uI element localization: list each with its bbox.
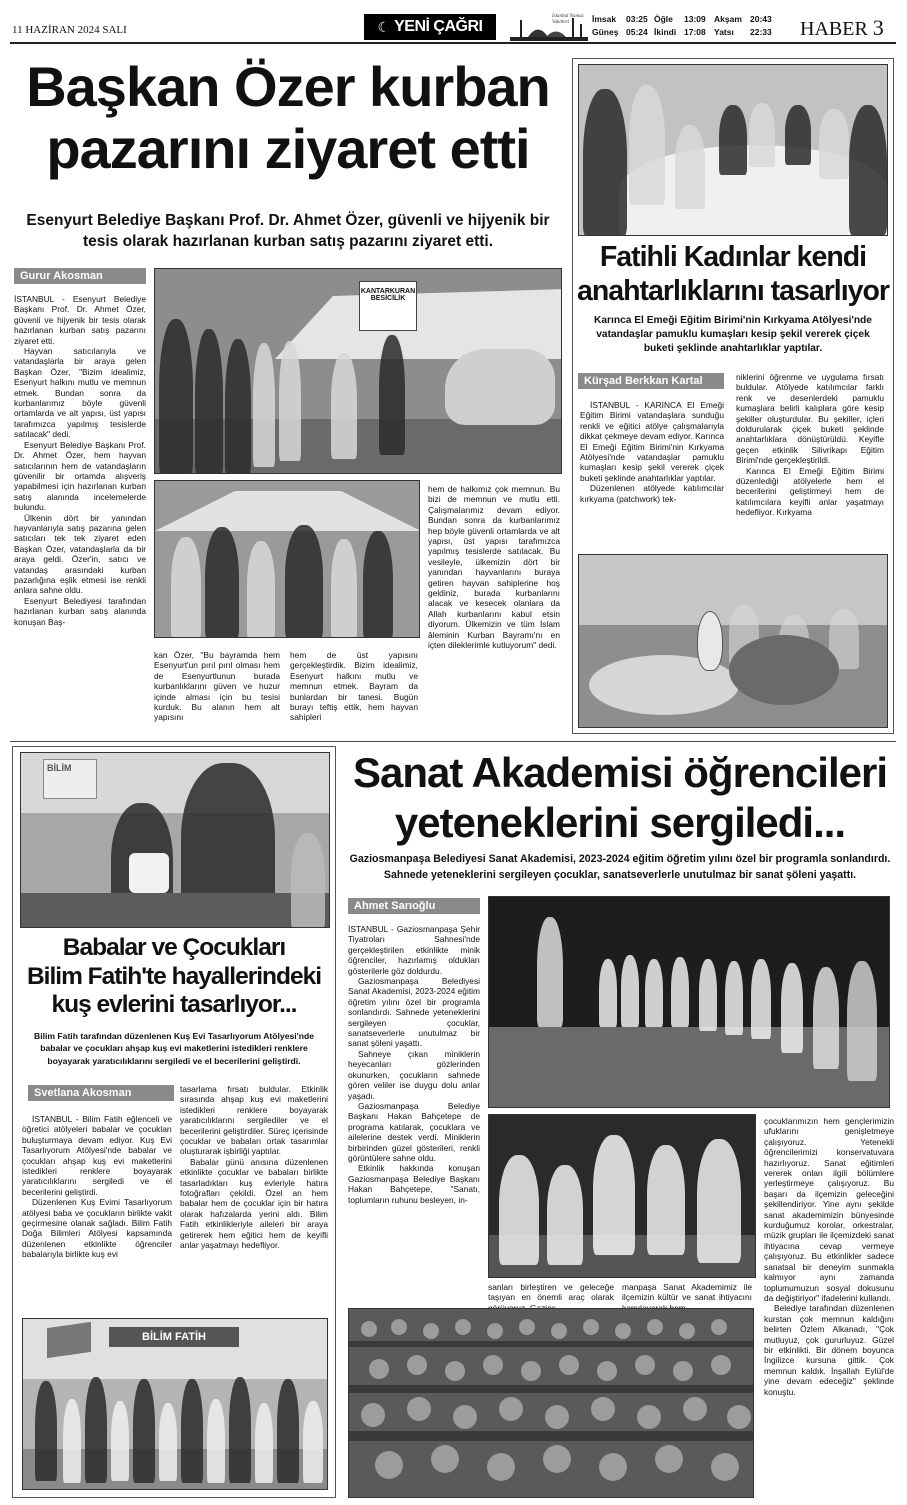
article4-photo-stage bbox=[488, 896, 890, 1108]
article3-dek: Bilim Fatih tarafından düzenlenen Kuş Evi Tasarlıyorum Atölyesi'nde babalar ve çocukları ahşap kuş evi maketlerini istedikleri renklere boyayarak yaratıcılıklarını sergiledi ve el becerilerini geliştirdi. bbox=[34, 1031, 314, 1066]
article4-col1: İSTANBUL - Gaziosmanpaşa Şehir Tiyatroları Sahnesi'nde gerçekleştirilen etkinlikte minik öğrenciler, hazırlamış oldukları gösterilerle göz doldurdu. Gaziosmanpaşa Belediyesi Sanat Akademisi, 2023-2024 eğitim öğretim yılını özel bir programla sonlandırdı. Sahnede yeteneklerini sergileyen çocuklar, sanatseverlerle unutulmaz bir sanat şöleni yaşattı. Sahneye çıkan miniklerin heyecanları gözlerinden okunurken, çocukların sahnede gören veliler ise duygu dolu anlar yaşadı. Gaziosmanpaşa Belediye Başkanı Hakan Bahçetepe de programa katılarak, çocuklara ve ailelerine destek verdi. Miniklerin birbirinden güzel gösterileri, renkli görüntülere sahne oldu. Etkinlik hakkında konuşan Gaziosmanpaşa Belediye Başkanı Hakan Bahçetepe, "Sanatı, toplumların ruhunu besleyen, in- bbox=[348, 924, 480, 1205]
article1-col4: hem de halkımız çok memnun. Bu bizi de memnun ve mutlu etti. Çalışmalarımız devam ediyor. Bundan sonra da kurbanlarımız hep böyle güvenli ortamlarda ve alt yapısı, üst yapısı tarafımızca yapılmış tesislerde satılacak. Bu vesileyle, ülkemizin dört bir yanından hayvanlarını buraya getiren hayvan sahiplerine hoş geldiniz, burada kurbanlarını alacak ve kesecek olanlara da Allah kurbanlarını kabul etsin diyorum. Ülkemizin ve tüm İslam âleminin Kurban Bayramı'nı en içten dileklerimle kutluyorum" dedi. bbox=[428, 484, 560, 651]
audience-crowd bbox=[349, 1309, 754, 1498]
article4-col4: çocuklarımızın hem gençlerimizin ufuklarını genişletmeye çalışıyoruz. Yetenekli öğrencilerimizi konservatuvara hazırlıyoruz. Sanat eğitimleri vererek onları ilgili bölümlere yerleştirmeye çalışıyoruz. Bu başarı da ilçemizin geleceğini şekillendiriyor. Yine aynı şekilde sanat akademimizin bünyesinde kurduğumuz korolar, orkestralar, müzik grupları ile ilçemizdeki sanat ihtiyacına cevap vermeye çalışıyoruz. Bu etkinlikler sadece sanatsal bir deneyim sunmakla kalmıyor aynı zamanda toplumumuzun sosyal dokusunu da değiştiriyor" ifadelerini kullandı. Belediye tarafından düzenlenen kurstan çok memnun kaldığını belirten Özlem Alkanadı, "Çok mutluyuz, çok gururluyuz. Güzel bir etkinlikti. Bir dönem boyunca İngilizce kursuna gittik. Çok memnun kaldık. İnşallah Eylül'de yine devam edeceğiz" şeklinde konuştu. bbox=[764, 1116, 894, 1397]
section-label: HABER 3 bbox=[800, 15, 884, 40]
article2-col2: niklerini öğrenme ve uygulama fırsatı buldular. Atölyede katılımcılar farklı renk ve desenlerdeki pamuklu kumaşlara belirli kalıplara göre kesip şekiller oluşturdular. Bu şekiller, içleri doldurularak çiçek buketi şeklinde anahtarlıklara dönüştürüldü. Keyifle geçen etkinlik Silivrikapı Eğitim Birimi'nde gerçekleştirildi. Karınca El Emeği Eğitim Birimi düzenlediği atölyelerle hem el becerilerini geliştirmeyi hem de katılımcılara keyifli anlar yaşatmayı hedefliyor. Kırkyama bbox=[736, 372, 884, 518]
article2-dek: Karınca El Emeği Eğitim Birimi'nin Kırkyama Atölyesi'nde vatandaşlar pamuklu kumaşları kesip şekil vererek çiçek buketi şeklinde anahtarlıklar yaptılar. bbox=[594, 315, 872, 354]
article1-col2: kan Özer, "Bu bayramda hem Esenyurt'un pırıl pırıl olması hem de Esenyurtlunun burada kurbanlıklarını güven ve huzur içinde alması için bu tesisi kurduk. Bu alanın hem alt yapısını bbox=[154, 650, 280, 723]
masthead-date: 11 HAZİRAN 2024 SALI bbox=[12, 24, 127, 36]
article4-headline: Sanat Akademisi öğrencileri yeteneklerini sergiledi... bbox=[353, 749, 887, 846]
masthead-logo: ☾ YENİ ÇAĞRI bbox=[364, 14, 496, 40]
article2-col1: İSTANBUL - KARINCA El Emeği Eğitim Birimi vatandaşlara sunduğu renkli ve eğitici atölye çalışmalarıyla dikkat çekmeye devam ediyor. Karınca El Emeği Eğitim Birimi'nin Kırkyama Atölyesi'nde vatandaşlar pamuklu kumaşları kesip şekil vererek çiçek buketi şeklinde anahtarlıklar yaptılar. Düzenlenen atölyede katılımcılar kırkyama (patchwork) tek- bbox=[580, 400, 724, 504]
mosque-icon bbox=[508, 14, 590, 42]
article1-byline: Gurur Akosman bbox=[14, 268, 146, 284]
bilim-fatih-banner: BİLİM FATİH bbox=[109, 1327, 239, 1347]
article4-photo-audience bbox=[348, 1308, 754, 1498]
masthead-rule bbox=[10, 42, 896, 44]
article4-byline: Ahmet Sarıoğlu bbox=[348, 898, 480, 914]
article4-col2: sanları birleştiren ve geleceğe taşıyan en önemli araç olarak bbox=[488, 1282, 614, 1303]
article1-col3: hem de üst yapısını gerçekleştirdik. Bizim idealimiz, Esenyurt halkını mutlu ve memnun etmek. Bayram da bunlardan bir tanesi. Bugün burayı teftiş ettik, hem hayvan sahipleri bbox=[290, 650, 418, 723]
article2-byline: Kürşad Berkkan Kartal bbox=[578, 373, 724, 389]
article4-col3: manpaşa Sanat Akademimiz ile ilçemizin kültür ve sanat ihtiyacını bbox=[622, 1282, 752, 1303]
prayer-caption: İstanbul Namaz Vakitleri bbox=[552, 14, 584, 25]
article3-photo-group bbox=[22, 1318, 328, 1490]
article4-photo-children bbox=[488, 1114, 756, 1278]
market-sign: KANTARKURAN BESİCİLİK bbox=[359, 281, 417, 331]
article3-byline: Svetlana Akosman bbox=[28, 1085, 174, 1101]
prayer-times: İmsak 03:25 Öğle 13:09 Akşam 20:43 Güneş 05:24 İkindi 17:08 Yatsı 22:33 bbox=[592, 14, 772, 37]
page-number: 3 bbox=[872, 15, 884, 40]
article3-col1: İSTANBUL - Bilim Fatih eğlenceli ve öğretici atölyeleri babalar ve çocukları buluşturmaya devam ediyor. Kuş Evi Tasarlıyorum Atölyesi'nde babalar ve çocukları ahşap kuş evi maketlerini istedikleri renklere boyayarak yaratıcılıklarını sergiledi ve el becerilerini geliştirdi. Düzenlenen Kuş Evimi Tasarlıyorum atölyesi baba ve çocukların birlikte vakit geçirmesine olanak sağladı. Bilim Fatih Doğa Bilimleri Atölyesi kapsamında düzenlenen etkinlikte öğrenciler babalarıyla birlikte kuş evi bbox=[22, 1114, 172, 1260]
article2-photo-keychain bbox=[578, 554, 888, 728]
article2-photo-workshop bbox=[578, 64, 888, 236]
article1-photo-market bbox=[154, 268, 562, 474]
crescent-icon: ☾ bbox=[377, 18, 391, 35]
article3-headline: Babalar ve Çocukları Bilim Fatih'te hayallerindeki kuş evlerini tasarlıyor... bbox=[26, 934, 322, 1018]
article1-headline: Başkan Özer kurban pazarını ziyaret etti bbox=[26, 55, 550, 180]
article4-dek: Gaziosmanpaşa Belediyesi Sanat Akademisi, 2023-2024 eğitim öğretim yılını özel bir programla sonlandırdı. Sahnede yeteneklerini sergileyen çocuklar, sanatseverlerle unutulmaz bir sanat şöleni yaşattı. bbox=[349, 853, 891, 881]
article2-headline: Fatihli Kadınlar kendi anahtarlıklarını tasarlıyor bbox=[577, 241, 889, 307]
article3-col2: tasarlama fırsatı buldular. Etkinlik sırasında ahşap kuş evi maketlerini istedikleri renklere boyayarak yaratıcılıklarını sergilediler ve el becerilerini geliştirdiler. Süreç içerisinde çocuklar ve babaları ortak tasarımlar oluşturarak işbirliği yaptılar. Babalar günü anısına düzenlenen etkinlikte çocuklar ve babaları birlikte tasarladıkları kuş evleriyle hatıra fotoğrafları çekildi. Özel an hem babalar hem de çocuklar için bir hatıra olarak hafızalarda yerini aldı. Bilim Fatih etkinlikleriyle aileleri bir araya getirerek hem eğitici hem de keyifli anlar yaşatmayı hedefliyor. bbox=[180, 1084, 328, 1251]
middle-rule bbox=[10, 741, 896, 742]
article1-col1: İSTANBUL - Esenyurt Belediye Başkanı Prof. Dr. Ahmet Özer, güvenli ve hijyenik bir tesis olarak hazırlanan kurban satış pazarını ziyaret etti. Hayvan satıcılarıyla ve vatandaşlarla bir araya gelen Başkan Özer, "Bizim idealimiz, Esenyurt halkını mutlu ve memnun etmek. Bundan sonra da kurbanlarımız böyle güvenli ortamlarda ve alt yapısı, üst yapısı tarafımızca yapılmış tesislerde satılacak" dedi. Esenyurt Belediye Başkanı Prof. Dr. Ahmet Özer, hem hayvan satıcılarının hem de vatandaşların güvenilir bir ortamda alışveriş yapabilmesi için hazırlanan kurban satış alanında incelemelerde bulundu. Ülkenin dört bir yanından hayvanlarıyla satış pazarına gelen satıcıları tek tek ziyaret eden Başkan Özer, vatandaşlarla da bir araya geldi. Özer'in, satıcı ve vatandaş arasındaki kurban pazarlığına eşlik etmesi ise renkli anlara sahne oldu. Esenyurt Belediyesi tarafından hazırlanan kurban satış alanında konuşan Baş- bbox=[14, 294, 146, 627]
article1-photo-visit bbox=[154, 480, 420, 638]
article3-photo-father-son: BİLİM bbox=[20, 752, 330, 928]
article1-dek: Esenyurt Belediye Başkanı Prof. Dr. Ahmet Özer, güvenli ve hijyenik bir tesis olarak hazırlanan kurban satış pazarını ziyaret etti. bbox=[26, 212, 550, 250]
